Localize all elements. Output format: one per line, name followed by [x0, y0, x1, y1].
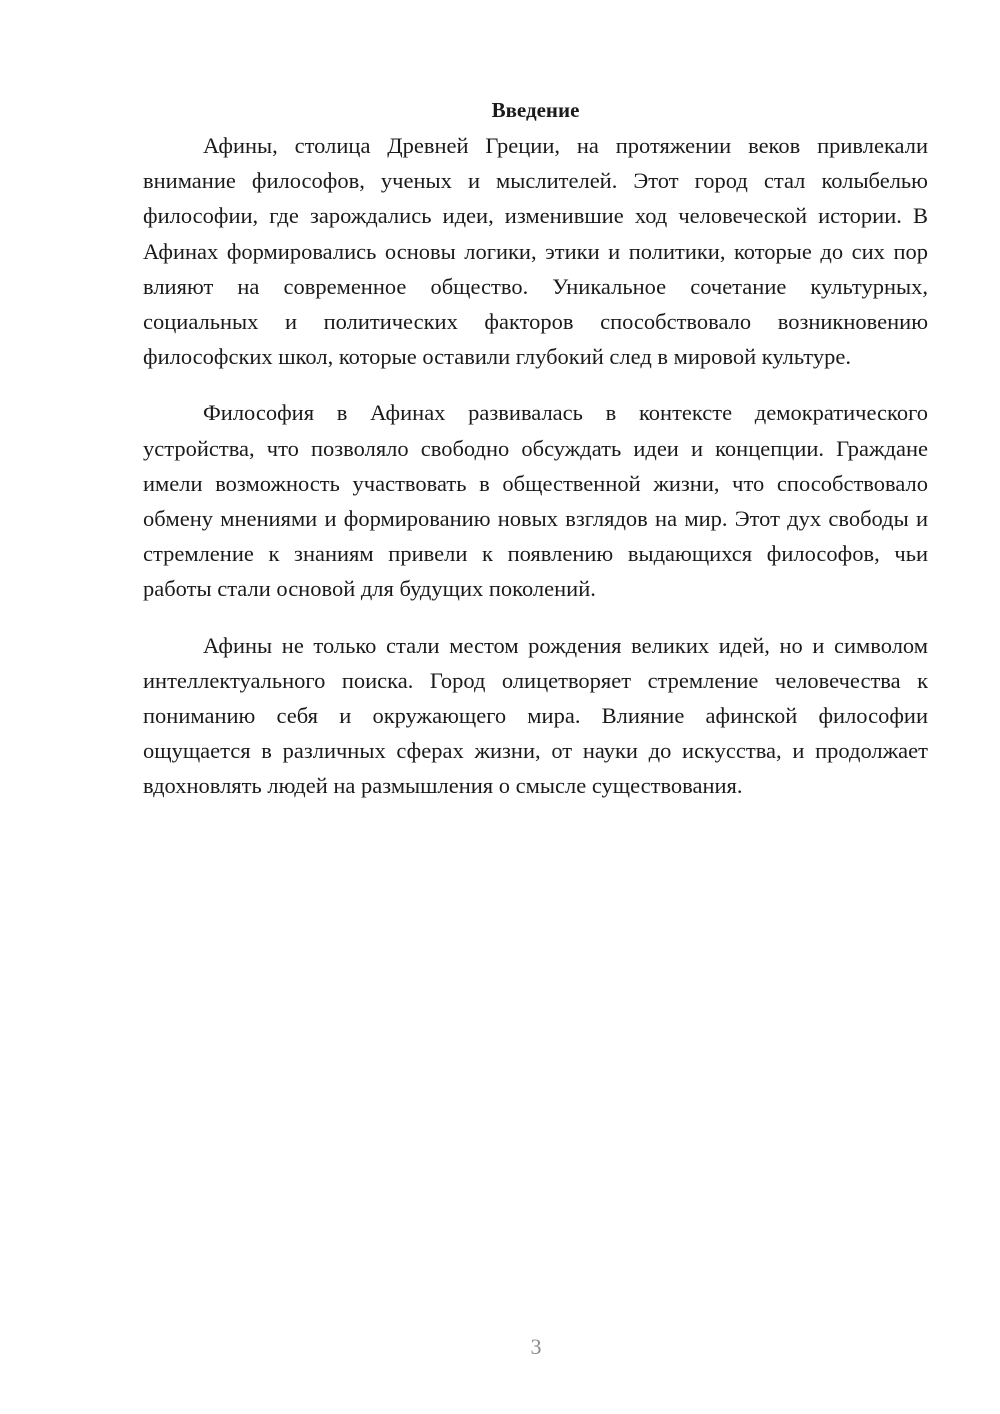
page-number: 3 — [530, 1334, 542, 1359]
paragraph-2: Философия в Афинах развивалась в контексте демократического устройства, что позволяло свободно обсуждать идеи и концепции. Граждане имели возможность участвовать в общественной жизни, что способствовало обмену мнениями и формированию новых взглядов на мир. Этот дух свободы и стремление к знаниям привели к появлению выдающихся философов, чьи работы стали основой для будущих поколений. — [143, 400, 928, 602]
paragraph-1: Афины, столица Древней Греции, на протяжении веков привлекали внимание философов, ученых и мыслителей. Этот город стал колыбелью философии, где зарождались идеи, изменившие ход человеческой истории. В Афинах формировались основы логики, этики и политики, которые до сих пор влияют на современное общество. Уникальное сочетание культурных, социальных и политических факторов способствовало возникновению философских школ, которые оставили глубокий след в мировой культуре. — [143, 133, 928, 370]
section-heading: Введение — [491, 98, 580, 122]
page-body — [143, 93, 928, 825]
paragraph-3: Афины не только стали местом рождения великих идей, но и символом интеллектуального поиска. Город олицетворяет стремление человечества к пониманию себя и окружающего мира. Влияние афинской философии ощущается в различных сферах жизни, от науки до искусства, и продолжает вдохновлять людей на размышления о смысле существования. — [143, 632, 928, 799]
